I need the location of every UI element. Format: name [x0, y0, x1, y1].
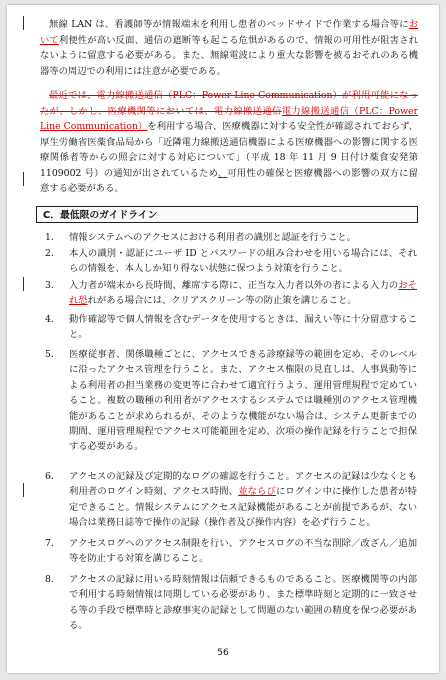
change-bar — [23, 483, 24, 497]
document-page: 無線 LAN は、看護師等が情報端末を利用し患者のベッドサイドで作業する場合等において利便性が高い反面、通信の遮断等も起こる危惧があるので、情報の可用性が阻害されないように留意する必要がある。また、無線電波により重大な影響を被るおそれのある機器等の周辺での利用には注意が必要である。 最近では、電力線搬送通信（PLC：Power Line Communication）が利用可能になったが、しかし、医療機関等においては、電力線搬送通信電力線搬送通信（PLC：Power Line Communication）を利用する場合、医療機器に対する安全性が確認されておらず、厚生労働省医薬食品局から「近隣電力線搬送通信機器による医療機器への影響に関する医療関係者等からの照会に対する対応について」（平成 18 年 11 月 9 日付け薬食安発第 1109002 号）の通知が出されているため、可用性の確保と医療機器への影響の双方に留意する必要がある。 C．最低限のガイドライン 1. 情報システムへのアクセスにおける利用者の識別と認証を行うこと。 2. 本人の識別・認証にユーザ ID とパスワードの組み合わせを用いる場合には、それらの情報を、本人しか知り得ない状態に保つよう対策を行うこと。 3. 入力者が端末から長時間、離席する際に、正当な入力者以外の者による入力のおそれ恐れがある場合には、クリアスクリーン等の防止策を講じること。 4. 動作確認等で個人情報を含むデータを使用するときは、漏えい等に十分留意すること。 5. 医療従事者、関係職種ごとに、アクセスできる診療録等の範囲を定め、そのレベルに沿ったアクセス管理を行うこと。また、アクセス権限の見直しは、人事異動等による利用者の担当業務の変更等に合わせて適宜行うよう、運用管理規程で定めていること。複数の職種の利用者がアクセスするシステムでは職種別のアクセス管理機能があることが求められるが、そのような機能がない場合は、システム更新までの期間、運用管理規程でアクセス可能範囲を定め、次項の操作記録を行うことで担保する必要がある。 6. アクセスの記録及び定期的なログの確認を行うこと。アクセスの記録は少なくとも利用者のログイン時刻、アクセス時間、並ならびにログイン中に操作した患者が特定できること。情報システムにアクセス記録機能があることが前提であるが、ない場合は業務日誌等で操作の記録（操作者及び操作内容）を必ず行うこと。 7. アクセスログへのアクセス制限を行い、アクセスログの不当な削除／改ざん／追加等を防止する対策を講じること。 8. アクセスの記録に用いる時刻情報は信頼できるものであること。医療機関等の内部で利用する時刻情報は同期している必要があり、また標準時刻と定期的に一致させる等の手段で標準時と診療事実の記録として問題のない範囲の精度を保つ必要がある。 56 — [7, 5, 439, 673]
change-bar — [23, 172, 24, 186]
change-bar — [23, 16, 24, 30]
page-number: 56 — [217, 648, 229, 658]
paragraph-plc: 最近では、電力線搬送通信（PLC：Power Line Communication）が利用可能になったが、しかし、医療機関等においては、電力線搬送通信電力線搬送通信（PLC：Power Line Communication）を利用する場合、医療機器に対する安全性が確認されておらず、厚生労働省医薬食品局から「近隣電力線搬送通信機器による医療機器への影響に関する医療関係者等からの照会に対する対応について」（平成 18 年 11 月 9 日付け薬食安発第 1109002 号）の通知が出されているため、可用性の確保と医療機器への影響の双方に留意する必要がある。 — [40, 90, 418, 194]
paragraph-wireless-lan: 無線 LAN は、看護師等が情報端末を利用し患者のベッドサイドで作業する場合等において利便性が高い反面、通信の遮断等も起こる危惧があるので、情報の可用性が阻害されないように留意する必要がある。また、無線電波により重大な影響を被るおそれのある機器等の周辺での利用には注意が必要である。 — [40, 19, 418, 77]
change-bar — [23, 277, 24, 291]
deleted-text: 最近では、電力線搬送通信（PLC：Power Line Communication）が利用可能になったが、しかし、医療機関等においては、電力線搬送通信 — [40, 90, 418, 117]
section-heading: C．最低限のガイドライン — [36, 206, 418, 223]
inserted-text: 電力線搬送通信（PLC：Power Line Communication） — [40, 105, 418, 132]
